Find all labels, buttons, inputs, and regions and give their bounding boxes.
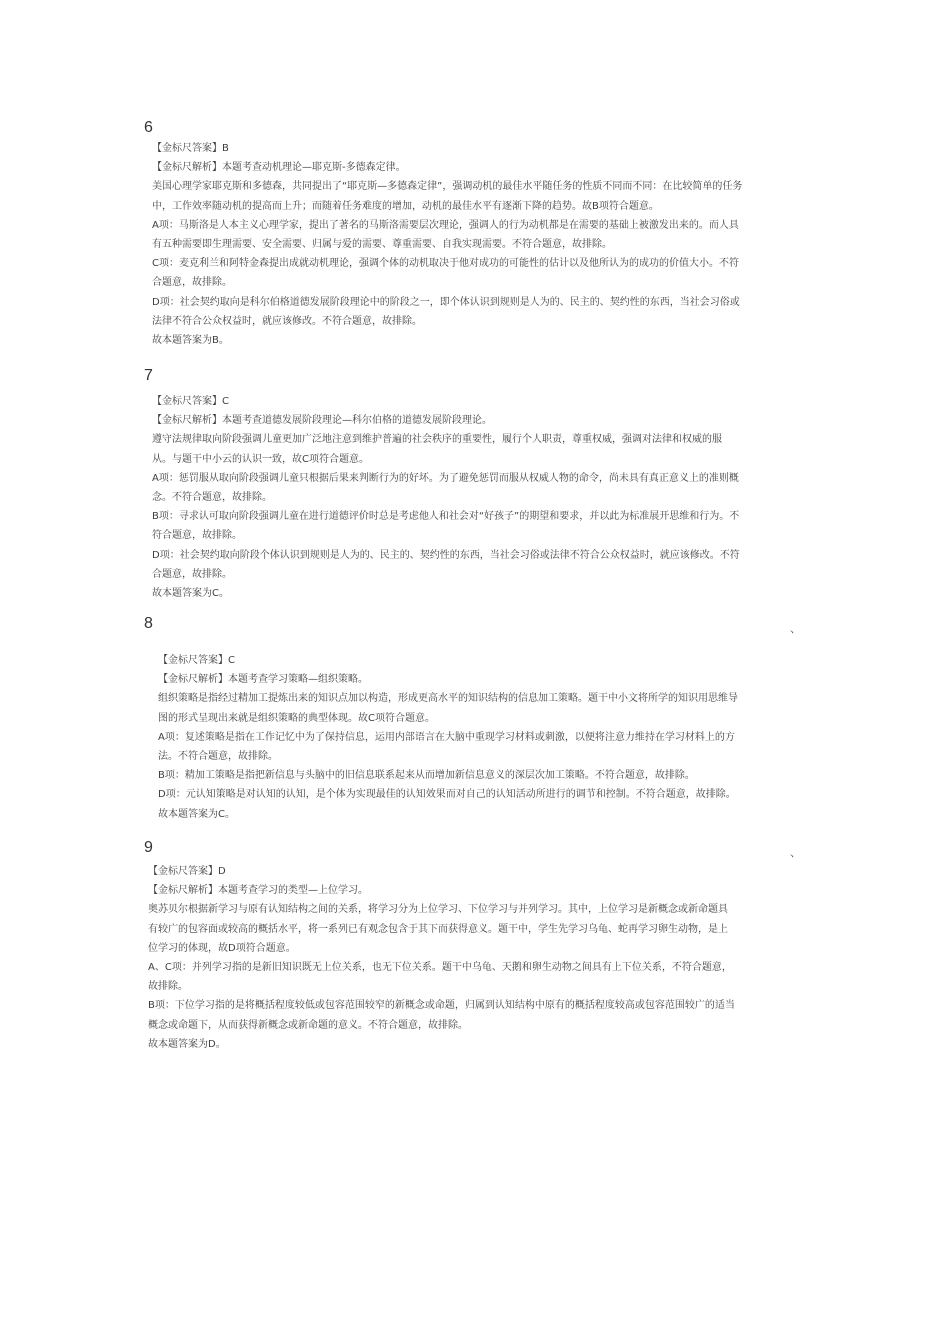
text-line: 【金标尺答案】C bbox=[158, 655, 235, 666]
text-line: 图的形式呈现出来就是组织策略的典型体现。故C项符合题意。 bbox=[158, 712, 435, 724]
text-line: 合题意，故排除。 bbox=[152, 568, 232, 580]
text-line: 故排除。 bbox=[148, 981, 188, 993]
text-line: 故本题答案为D。 bbox=[148, 1038, 226, 1050]
answer-explanation-block bbox=[148, 862, 798, 1054]
text-line: B项：下位学习指的是将概括程度较低或包容范围较窄的新概念或命题，归属到认知结构中原有的概括程度较高或包容范围较广的适当 bbox=[148, 1000, 735, 1012]
text-line: A项：惩罚服从取向阶段强调儿童只根据后果来判断行为的好坏。为了避免惩罚而服从权威人物的命令，尚未具有真正意义上的准则概 bbox=[152, 472, 739, 484]
text-line: 有五种需要即生理需要、安全需要、归属与爱的需要、尊重需要、自我实现需要。不符合题意，故排除。 bbox=[152, 239, 612, 251]
text-line: 位学习的体现，故D项符合题意。 bbox=[148, 942, 296, 954]
text-line: 【金标尺答案】D bbox=[148, 866, 226, 877]
text-line: D项：社会契约取向是科尔伯格道德发展阶段理论中的阶段之一，即个体认识到规则是人为的、民主的、契约性的东西，当社会习俗或 bbox=[152, 296, 740, 308]
text-line: 合题意，故排除。 bbox=[152, 277, 232, 289]
punctuation-mark: 、 bbox=[790, 846, 801, 859]
text-line: 故本题答案为B。 bbox=[152, 335, 229, 347]
question-number: 9 bbox=[144, 839, 153, 856]
text-line: B项：寻求认可取向阶段强调儿童在进行道德评价时总是考虑他人和社会对“好孩子”的期望和要求，并以此为标准展开思维和行为。不 bbox=[152, 511, 740, 523]
text-line: 遵守法规律取向阶段强调儿童更加广泛地注意到维护普遍的社会秩序的重要性，履行个人职责，尊重权威，强调对法律和权威的服 bbox=[152, 434, 722, 446]
text-line: 【金标尺解析】本题考查学习的类型—上位学习。 bbox=[148, 885, 368, 897]
text-line: 中，工作效率随动机的提高而上升；而随着任务难度的增加，动机的最佳水平有逐渐下降的趋势。故B项符合题意。 bbox=[152, 200, 659, 212]
text-line: 美国心理学家耶克斯和多德森，共同提出了“耶克斯—多德森定律”，强调动机的最佳水平随任务的性质不同而不同：在比较简单的任务 bbox=[152, 181, 743, 193]
punctuation-mark: 、 bbox=[790, 622, 801, 635]
question-number: 6 bbox=[144, 119, 153, 136]
text-line: 从。与题干中小云的认识一致，故C项符合题意。 bbox=[152, 453, 369, 465]
text-line: D项：社会契约取向阶段个体认识到规则是人为的、民主的、契约性的东西，当社会习俗或法律不符合公众权益时，就应该修改。不符 bbox=[152, 549, 740, 561]
text-line: 【金标尺答案】C bbox=[152, 396, 229, 407]
question-number: 7 bbox=[144, 367, 153, 384]
text-line: A项：复述策略是指在工作记忆中为了保持信息，运用内部语言在大脑中重现学习材料或刺激，以便将注意力维持在学习材料上的方 bbox=[158, 731, 735, 743]
text-line: A项：马斯洛是人本主义心理学家，提出了著名的马斯洛需要层次理论，强调人的行为动机都是在需要的基础上被激发出来的。而人具 bbox=[152, 219, 739, 231]
text-line: 故本题答案为C。 bbox=[152, 588, 229, 600]
text-line: 念。不符合题意，故排除。 bbox=[152, 492, 272, 504]
text-line: C项：麦克利兰和阿特金森提出成就动机理论，强调个体的动机取决于他对成功的可能性的估计以及他所认为的成功的价值大小。不符 bbox=[152, 258, 739, 270]
text-line: 【金标尺解析】本题考查动机理论—耶克斯-多德森定律。 bbox=[152, 162, 406, 174]
text-line: 【金标尺解析】本题考查学习策略—组织策略。 bbox=[158, 674, 368, 686]
question-number: 8 bbox=[144, 615, 153, 632]
text-line: 故本题答案为C。 bbox=[158, 808, 235, 820]
answer-explanation-block bbox=[158, 651, 808, 824]
answer-explanation-block bbox=[152, 392, 802, 603]
text-line: 【金标尺解析】本题考查道德发展阶段理论—科尔伯格的道德发展阶段理论。 bbox=[152, 415, 492, 427]
text-line: B项：精加工策略是指把新信息与头脑中的旧信息联系起来从而增加新信息意义的深层次加工策略。不符合题意，故排除。 bbox=[158, 770, 695, 782]
text-line: 组织策略是指经过精加工提炼出来的知识点加以构造，形成更高水平的知识结构的信息加工策略。题干中小文将所学的知识用思维导 bbox=[158, 693, 738, 705]
text-line: D项：元认知策略是对认知的认知，是个体为实现最佳的认知效果而对自己的认知活动所进行的调节和控制。不符合题意，故排除。 bbox=[158, 789, 736, 801]
text-line: 【金标尺答案】B bbox=[152, 143, 229, 154]
text-line: 奥苏贝尔根据新学习与原有认知结构之间的关系，将学习分为上位学习、下位学习与并列学习。其中，上位学习是新概念或新命题具 bbox=[148, 904, 728, 916]
text-line: 概念或命题下，从而获得新概念或新命题的意义。不符合题意，故排除。 bbox=[148, 1019, 468, 1031]
text-line: 法。不符合题意，故排除。 bbox=[158, 751, 278, 763]
text-line: 法律不符合公众权益时，就应该修改。不符合题意，故排除。 bbox=[152, 315, 422, 327]
text-line: A、C项：并列学习指的是新旧知识既无上位关系，也无下位关系。题干中乌龟、天鹅和卵生动物之间具有上下位关系，不符合题意， bbox=[148, 962, 732, 974]
text-line: 符合题意，故排除。 bbox=[152, 530, 242, 542]
text-line: 有较广的包容面或较高的概括水平，将一系列已有观念包含于其下而获得意义。题干中，学生先学习乌龟、蛇再学习卵生动物，是上 bbox=[148, 923, 728, 935]
answer-explanation-block bbox=[152, 139, 802, 350]
